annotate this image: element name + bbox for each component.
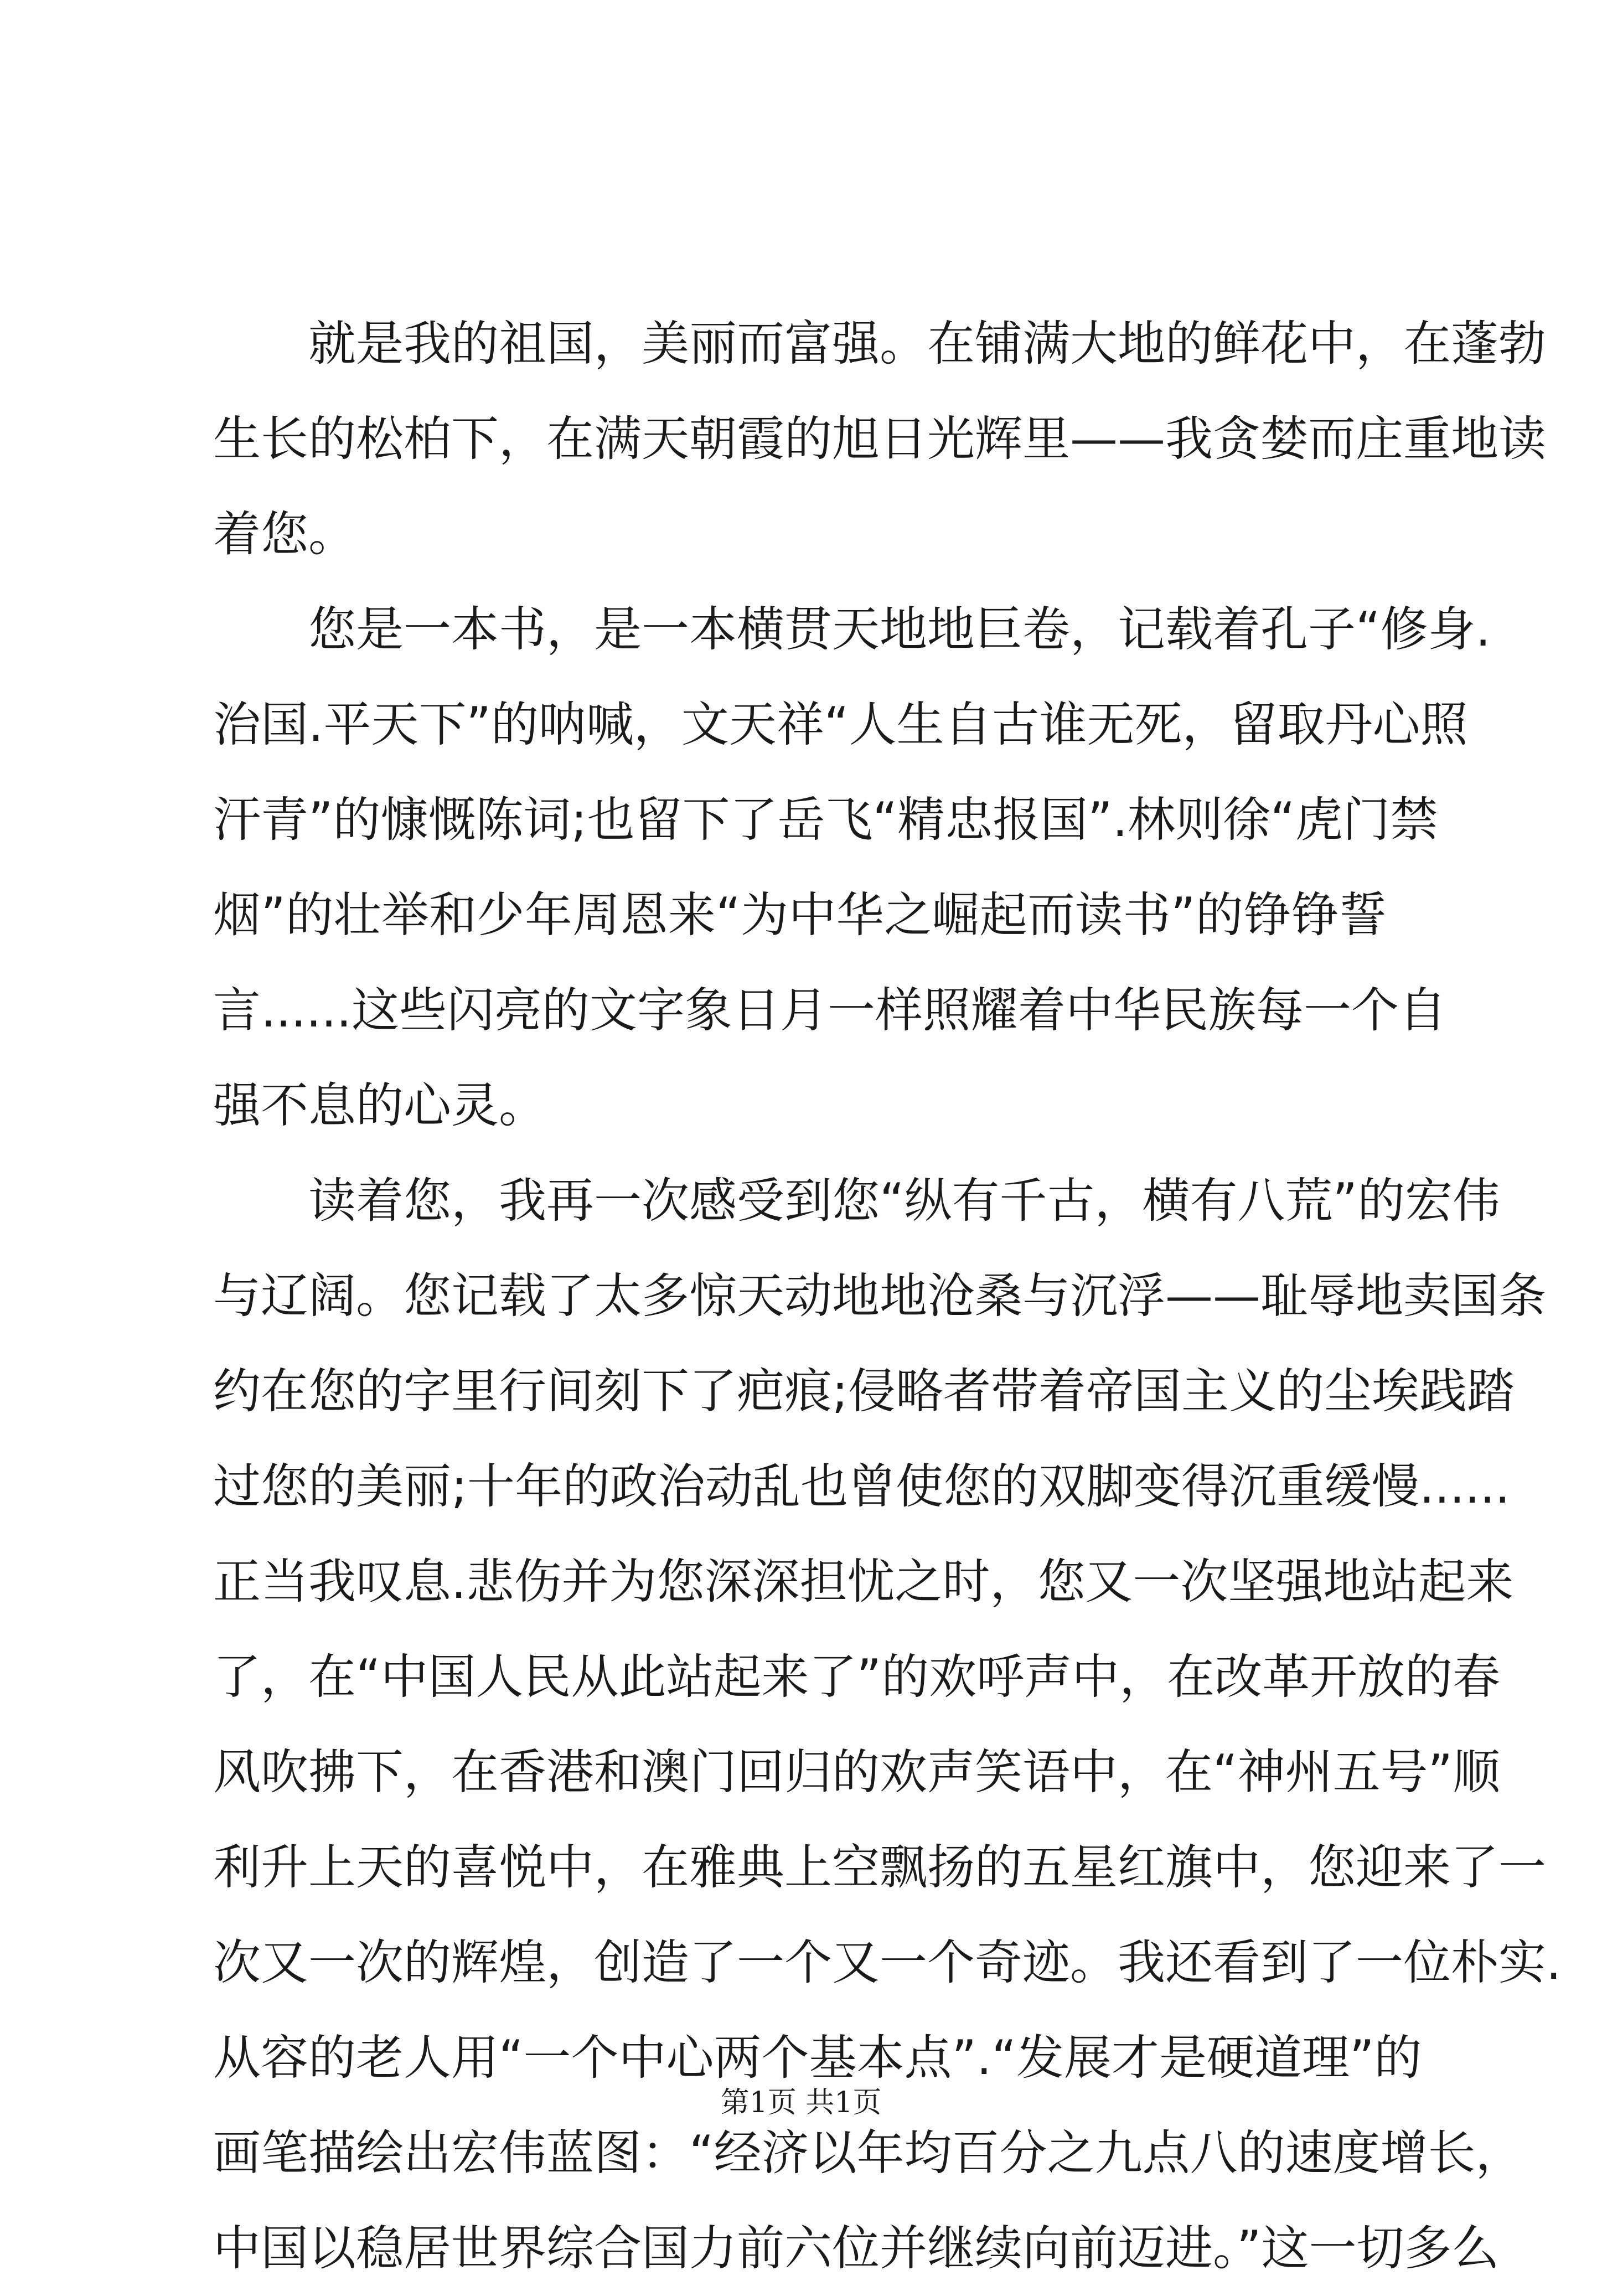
text-line: 风吹拂下，在香港和澳门回归的欢声笑语中，在“神州五号”顺: [213, 1745, 1501, 1800]
text-line: 读着您，我再一次感受到您“纵有千古，横有八荒”的宏伟: [308, 1173, 1501, 1229]
text-line: 中国以稳居世界综合国力前六位并继续向前迈进。”这一切多么: [213, 2221, 1500, 2276]
text-line: 画笔描绘出宏伟蓝图：“经济以年均百分之九点八的速度增长，: [213, 2125, 1523, 2181]
text-line: 从容的老人用“一个中心两个基本点”.“发展才是硬道理”的: [213, 2030, 1422, 2086]
text-line: 与辽阔。您记载了太多惊天动地地沧桑与沉浮——耻辱地卖国条: [213, 1268, 1546, 1324]
text-line: 利升上天的喜悦中，在雅典上空飘扬的五星红旗中，您迎来了一: [213, 1840, 1546, 1895]
text-line: 了，在“中国人民从此站起来了”的欢呼声中，在改革开放的春: [213, 1649, 1501, 1705]
text-line: 过您的美丽;十年的政治动乱也曾使您的双脚变得沉重缓慢......: [213, 1459, 1510, 1514]
text-line: 烟”的壮举和少年周恩来“为中华之崛起而读书”的铮铮誓: [213, 888, 1387, 943]
text-line: 次又一次的辉煌，创造了一个又一个奇迹。我还看到了一位朴实.: [213, 1935, 1562, 1990]
text-line: 约在您的字里行间刻下了疤痕;侵略者带着帝国主义的尘埃践踏: [213, 1364, 1515, 1419]
text-line: 言......这些闪亮的文字象日月一样照耀着中华民族每一个自: [213, 983, 1447, 1038]
page-footer: 第1页 共1页: [720, 2086, 882, 2119]
text-line: 着您。: [213, 507, 356, 562]
text-line: 治国.平天下”的呐喊，文天祥“人生自古谁无死，留取丹心照: [213, 697, 1468, 752]
text-line: 您是一本书，是一本横贯天地地巨卷，记载着孔子“修身.: [308, 602, 1491, 657]
text-line: 生长的松柏下，在满天朝霞的旭日光辉里——我贪婪而庄重地读: [213, 411, 1546, 467]
text-line: 汗青”的慷慨陈词;也留下了岳飞“精忠报国”.林则徐“虎门禁: [213, 792, 1438, 848]
text-line: 就是我的祖国，美丽而富强。在铺满大地的鲜花中，在蓬勃: [308, 316, 1546, 372]
text-line: 强不息的心灵。: [213, 1078, 546, 1133]
body-text: [213, 296, 1562, 2296]
text-line: 正当我叹息.悲伤并为您深深担忧之时，您又一次坚强地站起来: [213, 1554, 1514, 1609]
